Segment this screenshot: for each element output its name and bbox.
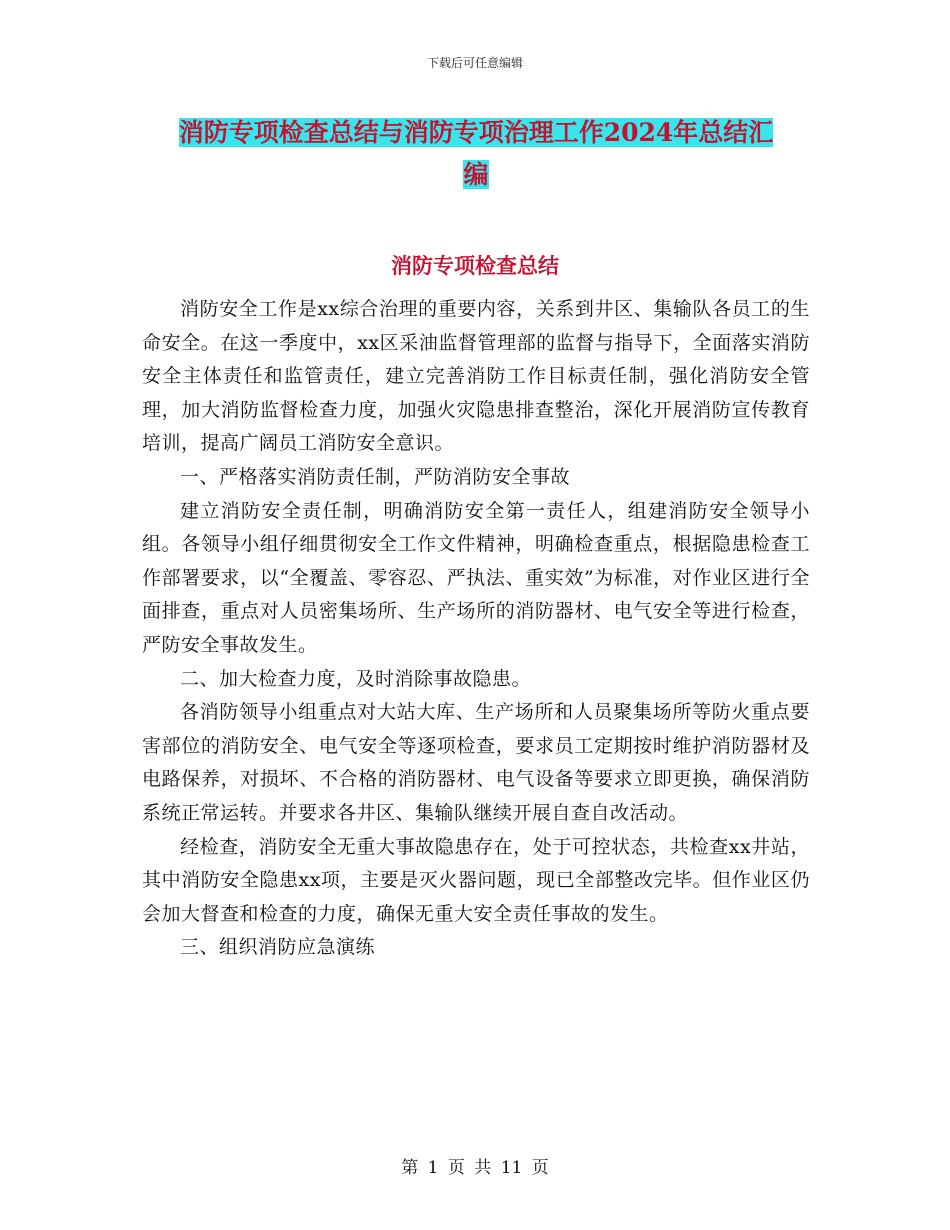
paragraph: 一、严格落实消防责任制，严防消防安全事故 <box>180 465 571 488</box>
title-line-1: 消防专项检查总结与消防专项治理工作2024年总结汇 <box>178 118 774 147</box>
paragraph: 经检查，消防安全无重大事故隐患存在，处于可控状态，共检查xx井站，其中消防安全隐患xx项，主要是灭火器问题，现已全部整改完毕。但作业区仍会加大督查和检查的力度，确保无重大安全责任事故的发生。 <box>142 835 810 925</box>
paragraph: 建立消防安全责任制，明确消防安全第一责任人，组建消防安全领导小组。各领导小组仔细贯彻安全工作文件精神，明确检查重点，根据隐患检查工作部署要求，以“全覆盖、零容忍、严执法、重实效”为标准，对作业区进行全面排查，重点对人员密集场所、生产场所的消防器材、电气安全等进行检查，严防安全事故发生。 <box>142 499 810 656</box>
header-note: 下载后可任意编辑 <box>426 56 523 70</box>
title-line-2: 编 <box>463 160 489 189</box>
paragraph: 二、加大检查力度，及时消除事故隐患。 <box>180 667 532 690</box>
paragraph: 消防安全工作是xx综合治理的重要内容，关系到井区、集输队各员工的生命安全。在这一季度中，xx区采油监督管理部的监督与指导下，全面落实消防安全主体责任和监管责任，建立完善消防工作目标责任制，强化消防安全管理，加大消防监督检查力度，加强火灾隐患排查整治，深化开展消防宣传教育培训，提高广阔员工消防安全意识。 <box>142 298 810 455</box>
paragraph: 各消防领导小组重点对大站大库、生产场所和人员聚集场所等防火重点要害部位的消防安全、电气安全等逐项检查，要求员工定期按时维护消防器材及电路保养，对损坏、不合格的消防器材、电气设备等要求立即更换，确保消防系统正常运转。并要求各井区、集输队继续开展自查自改活动。 <box>142 701 810 824</box>
body-text <box>142 293 810 965</box>
section-heading: 消防专项检查总结 <box>391 253 559 278</box>
page-number: 第 1 页 共 11 页 <box>401 1158 549 1178</box>
document-title <box>142 112 810 196</box>
paragraph: 三、组织消防应急演练 <box>180 936 376 959</box>
